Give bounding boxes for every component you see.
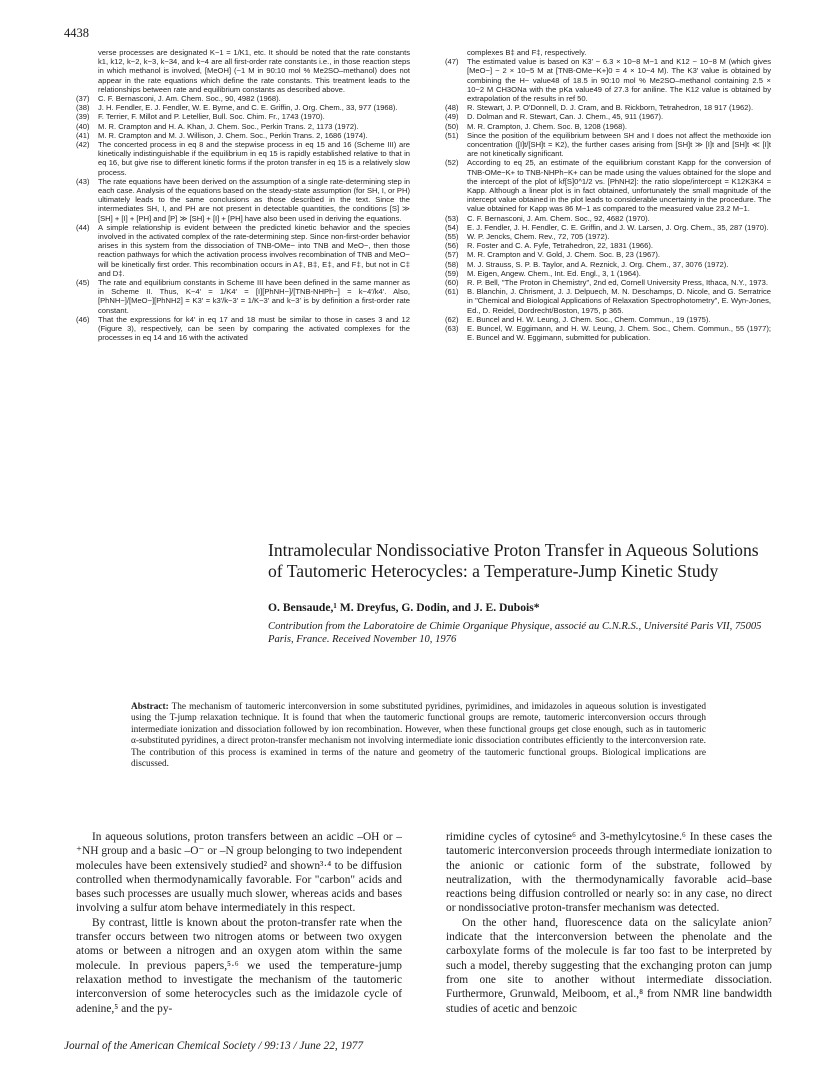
footnote-number: (52) — [445, 158, 459, 168]
footnote-text: M. J. Strauss, S. P. B. Taylor, and A. Reznick, J. Org. Chem., 37, 3076 (1972). — [467, 259, 729, 269]
footnote-number: (38) — [76, 103, 90, 113]
footnote-number: (62) — [445, 314, 459, 324]
footnote — [76, 278, 410, 315]
footnote-number: (56) — [445, 241, 459, 251]
footnote-text: M. R. Crampton, J. Chem. Soc. B, 1208 (1968). — [467, 121, 627, 131]
footnote-number: (48) — [445, 103, 459, 113]
footnote-text: R. P. Bell, "The Proton in Chemistry", 2nd ed, Cornell University Press, Ithaca, N.Y., 1973. — [467, 278, 768, 288]
footnote-text: R. Stewart, J. P. O'Donnell, D. J. Cram, and B. Rickborn, Tetrahedron, 18 917 (1962). — [467, 103, 754, 113]
footnote — [445, 158, 771, 213]
footnote-text: According to eq 25, an estimate of the equilibrium constant Kapp for the conversion of TNB-OMe−K+ to TNB-NHPh−K+ can be made using the values obtained for the slope and the intercept of the plot of kf[S]0^1/2 vs. [PhNH2]: the ratio slope/intercept = K12K3K4 = Kapp. Although a linear plot is in fact obtained, unfortunately the small magnitude of the intercept value obtained in the plot leads to considerable uncertainty in the procedure. The value obtained for Kapp was 86 M−1 as compared to the measured value 23.2 M−1. — [467, 158, 771, 214]
footnote — [445, 241, 771, 250]
footnote-number: (58) — [445, 259, 459, 269]
footnote — [445, 287, 771, 315]
footnote-number: (42) — [76, 140, 90, 150]
body-paragraph: In aqueous solutions, proton transfers between an acidic –OH or –⁺NH group and a basic –O⁻ or –N group belonging to two independent molecules have been extensively studied² and shown³·⁴ to be diffusion controlled when thermodynamically favorable. For "carbon" acids and bases such processes are usually much slower, whereas acids and bases involving a sulfur atom behave intermediately in this respect. — [76, 831, 402, 915]
footnote-text: M. R. Crampton and M. J. Willison, J. Chem. Soc., Perkin Trans. 2, 1686 (1974). — [98, 130, 368, 140]
footnote-number: (54) — [445, 222, 459, 232]
body-paragraph: By contrast, little is known about the proton-transfer rate when the transfer occurs between two nitrogen atoms or between two oxygen atoms or between a nitrogen and an oxygen atom within the same molecule. In previous papers,⁵·⁶ we used the temperature-jump relaxation method to investigate the mechanism of the tautomeric interconversion of some heterocycles such as the imidazole cycle of adenine,⁵ and the py- — [76, 916, 402, 1015]
footnote — [76, 122, 410, 131]
footnote-text: M. R. Crampton and V. Gold, J. Chem. Soc. B, 23 (1967). — [467, 250, 661, 260]
footnote-text: D. Dolman and R. Stewart, Can. J. Chem., 45, 911 (1967). — [467, 112, 664, 122]
footnote — [445, 260, 771, 269]
footnote — [76, 223, 410, 278]
footnote-text: C. F. Bernasconi, J. Am. Chem. Soc., 90, 4982 (1968). — [98, 94, 281, 104]
body-right-column — [446, 830, 772, 1016]
footnote — [445, 103, 771, 112]
abstract-text: The mechanism of tautomeric interconversion in some substituted pyridines, pyrimidines, and imidazoles in aqueous solution is investigated using the T-jump relaxation technique. It is found that when the tautomeric functional groups are remote, tautomeric interconversion occurs through intermediate ionization and dissociation followed by ion recombination. However, when these functional groups get close enough, such as in tautomeric α-substituted pyridines, a direct proton-transfer mechanism not involving intermediate ionic dissociation contributes efficiently to the interconversion rate. The contribution of this process is examined in terms of the nature and geometry of the tautomeric functional groups. Biological implications are discussed. — [131, 702, 707, 770]
footnote-text: A simple relationship is evident between the predicted kinetic behavior and the species involved in the activated complex of the rate-determining step. Since non-first-order behavior arises in this system from the dissociation of TNB-OMe− into TNB and MeO−, then those reaction pathways for which the activation process involves recombination of TNB and MeO− will be kinetically first order. This recombination occurs in A‡, B‡, E‡, and F‡, but not in C‡ and D‡. — [98, 222, 410, 278]
abstract-label: Abstract: — [131, 702, 169, 712]
footnote-text: That the expressions for k4′ in eq 17 and 18 must be similar to those in cases 3 and 12 (Figure 3), respectively, can be seen by comparing the activated complexes for the processes in eq 14 and 16 with the activated — [98, 314, 410, 343]
footnote-text: The concerted process in eq 8 and the stepwise process in eq 15 and 16 (Scheme III) are kinetically indistinguishable if the equilibrium in eq 15 is rapidly established relative to that in eq 16, but give rise to different kinetic forms if the proton transfer in eq 15 is a relatively slow process. — [98, 140, 410, 177]
footnote-text: W. P. Jencks, Chem. Rev., 72, 705 (1972). — [467, 232, 610, 242]
footnote — [445, 278, 771, 287]
footnotes-right-column — [445, 48, 771, 343]
footnote-number: (43) — [76, 176, 90, 186]
footnote-text: The rate equations have been derived on the assumption of a single rate-determining step in each case. Analysis of the equations based on the steady-state assumption (for SH, I, or PH) ultimately leads to the same conclusions as those described in the text. Since the intermediates SH, I, and PH are not present in detectable quantities, the conditions [S] ≫ [SH] + [I] + [PH] and [P] ≫ [SH] + [I] + [PH] have also been used in deriving the equations. — [98, 176, 410, 223]
footnote-number: (50) — [445, 121, 459, 131]
page-number: 4438 — [64, 26, 89, 40]
footnote — [76, 315, 410, 343]
footnotes-left-column — [76, 48, 410, 343]
footnote-number: (46) — [76, 314, 90, 324]
footnote-number: (57) — [445, 250, 459, 260]
footnote — [76, 94, 410, 103]
footnote — [76, 177, 410, 223]
author-list: O. Bensaude,¹ M. Dreyfus, G. Dodin, and J. E. Dubois* — [268, 601, 540, 614]
affiliation: Contribution from the Laboratoire de Chimie Organique Physique, associé au C.N.R.S., Université Paris VII, 75005 Paris, France. Received November 10, 1976 — [268, 621, 762, 645]
abstract — [131, 702, 706, 770]
footnote-number: (59) — [445, 268, 459, 278]
footnote-number: (37) — [76, 94, 90, 104]
footnote — [76, 48, 410, 94]
footnote-text: B. Blanchin, J. Chrisment, J. J. Delpuech, M. N. Deschamps, D. Nicole, and G. Serratrice in "Chemical and Biological Applications of Relaxation Spectrophotometry", E. Wyn-Jones, Ed., D. Reidel, Dordrecht/Boston, 1975, p 365. — [467, 287, 771, 315]
footnote-number: (49) — [445, 112, 459, 122]
footnote-text: verse processes are designated K−1 = 1/K1, etc. It should be noted that the rate constants k1, k12, k−2, k−3, k−34, and k−4 are all first-order rate constants i.e., in those reaction steps in which methanol is involved, [MeOH] (~1 M in 90:10 mol % Me2SO–methanol) does not appear in the rate equations which define the rate constants. This treatment leads to the relationships between rate and equilibrium constants as described above. — [98, 48, 410, 94]
footnote — [76, 112, 410, 121]
body-paragraph: On the other hand, fluorescence data on the salicylate anion⁷ indicate that the interconversion between the phenolate and the carboxylate forms of the molecule is far too fast to be interpreted by such a model, thereby suggesting that the exchanging proton can jump from one site to another without intermediate dissociation. Furthermore, Grunwald, Meiboom, et al.,⁸ from NMR line bandwidth studies of acetic and benzoic — [446, 916, 772, 1015]
footnote — [445, 122, 771, 131]
body-paragraph: rimidine cycles of cytosine⁶ and 3-methylcytosine.⁶ In these cases the tautomeric interconversion proceeds through intermediate ionization to the anionic or cationic form of the substrate, followed by neutralization, with the thermodynamically favorable acid–base reactions being diffusion controlled or nearly so: in any case, no direct or nondissociative proton-transfer mechanism was detected. — [446, 831, 772, 915]
footnote — [445, 232, 771, 241]
footnote-number: (60) — [445, 278, 459, 288]
footnote-number: (41) — [76, 130, 90, 140]
footnote-text: Since the position of the equilibrium between SH and I does not affect the methoxide ion concentration ([I]t/[SH]t = K2), the further cases arising from [SH]t ≫ [I]t and [SH]t ≪ [I]t are not kinetically significant. — [467, 130, 771, 159]
footnote-number: (51) — [445, 130, 459, 140]
footnote-text: E. Buncel and H. W. Leung, J. Chem. Soc., Chem. Commun., 19 (1975). — [467, 314, 711, 324]
footnote — [445, 112, 771, 121]
footnote — [445, 315, 771, 324]
footnote-text: complexes B‡ and F‡, respectively. — [467, 48, 587, 57]
footnote-text: E. J. Fendler, J. H. Fendler, C. E. Griffin, and J. W. Larsen, J. Org. Chem., 35, 287 (1970). — [467, 222, 769, 232]
footnote — [76, 103, 410, 112]
footnote — [445, 223, 771, 232]
footnote-text: The rate and equilibrium constants in Scheme III have been defined in the same manner as in Scheme II. Thus, K−4′ = 1/K4′ = [I][PhNH−]/[TNB-NHPh−] = k−4′/k4′. Also, [PhNH−]/[MeO−][PhNH2] = K3′ = k3′/k−3′ = 1/K−3′ and k−3′ is by definition a first-order rate constant. — [98, 278, 410, 315]
footnote-text: E. Buncel, W. Eggimann, and H. W. Leung, J. Chem. Soc., Chem. Commun., 55 (1977); E. Buncel and W. Eggimann, submitted for publication. — [467, 324, 771, 343]
journal-footer: Journal of the American Chemical Society / 99:13 / June 22, 1977 — [64, 1040, 364, 1052]
footnote — [445, 250, 771, 259]
footnote-text: R. Foster and C. A. Fyfe, Tetrahedron, 22, 1831 (1966). — [467, 241, 654, 251]
footnote-number: (63) — [445, 324, 459, 334]
footnote-text: The estimated value is based on K3′ ~ 6.3 × 10−8 M−1 and K12 ~ 10−8 M (which gives [MeO−] ~ 2 × 10−5 M at [TNB-OMe−K+]0 = 4 × 10−4 M). The K3′ value is obtained by combining the H− value48 of 18.5 in 90:10 mol % Me2SO–methanol containing 2.5 × 10−2 M CH3ONa with the pKa value49 of 27.3 for aniline. The K12 value is obtained by extrapolation of the results in ref 50. — [467, 57, 771, 104]
article-header — [268, 540, 768, 646]
footnote-text: C. F. Bernasconi, J. Am. Chem. Soc., 92, 4682 (1970). — [467, 213, 650, 223]
footnote-number: (39) — [76, 112, 90, 122]
footnote — [445, 214, 771, 223]
footnote — [445, 324, 771, 342]
footnote-text: F. Terrier, F. Millot and P. Letellier, Bull. Soc. Chim. Fr., 1743 (1970). — [98, 112, 325, 122]
footnote — [76, 131, 410, 140]
footnote-number: (53) — [445, 213, 459, 223]
article-title: Intramolecular Nondissociative Proton Transfer in Aqueous Solutions of Tautomeric Heterocycles: a Temperature-Jump Kinetic Study — [268, 540, 759, 581]
footnote — [445, 269, 771, 278]
footnote-number: (47) — [445, 57, 459, 67]
footnote-text: M. Eigen, Angew. Chem., Int. Ed. Engl., 3, 1 (1964). — [467, 268, 641, 278]
footnote — [76, 140, 410, 177]
footnote — [445, 48, 771, 57]
footnote — [445, 57, 771, 103]
footnote-number: (55) — [445, 232, 459, 242]
footnote-text: J. H. Fendler, E. J. Fendler, W. E. Byrne, and C. E. Griffin, J. Org. Chem., 33, 977 (1968). — [98, 103, 398, 113]
footnote-number: (40) — [76, 121, 90, 131]
footnote — [445, 131, 771, 159]
footnote-number: (44) — [76, 222, 90, 232]
body-left-column — [76, 830, 402, 1016]
footnote-number: (61) — [445, 287, 459, 297]
footnote-text: M. R. Crampton and H. A. Khan, J. Chem. Soc., Perkin Trans. 2, 1173 (1972). — [98, 121, 359, 131]
footnote-number: (45) — [76, 278, 90, 288]
